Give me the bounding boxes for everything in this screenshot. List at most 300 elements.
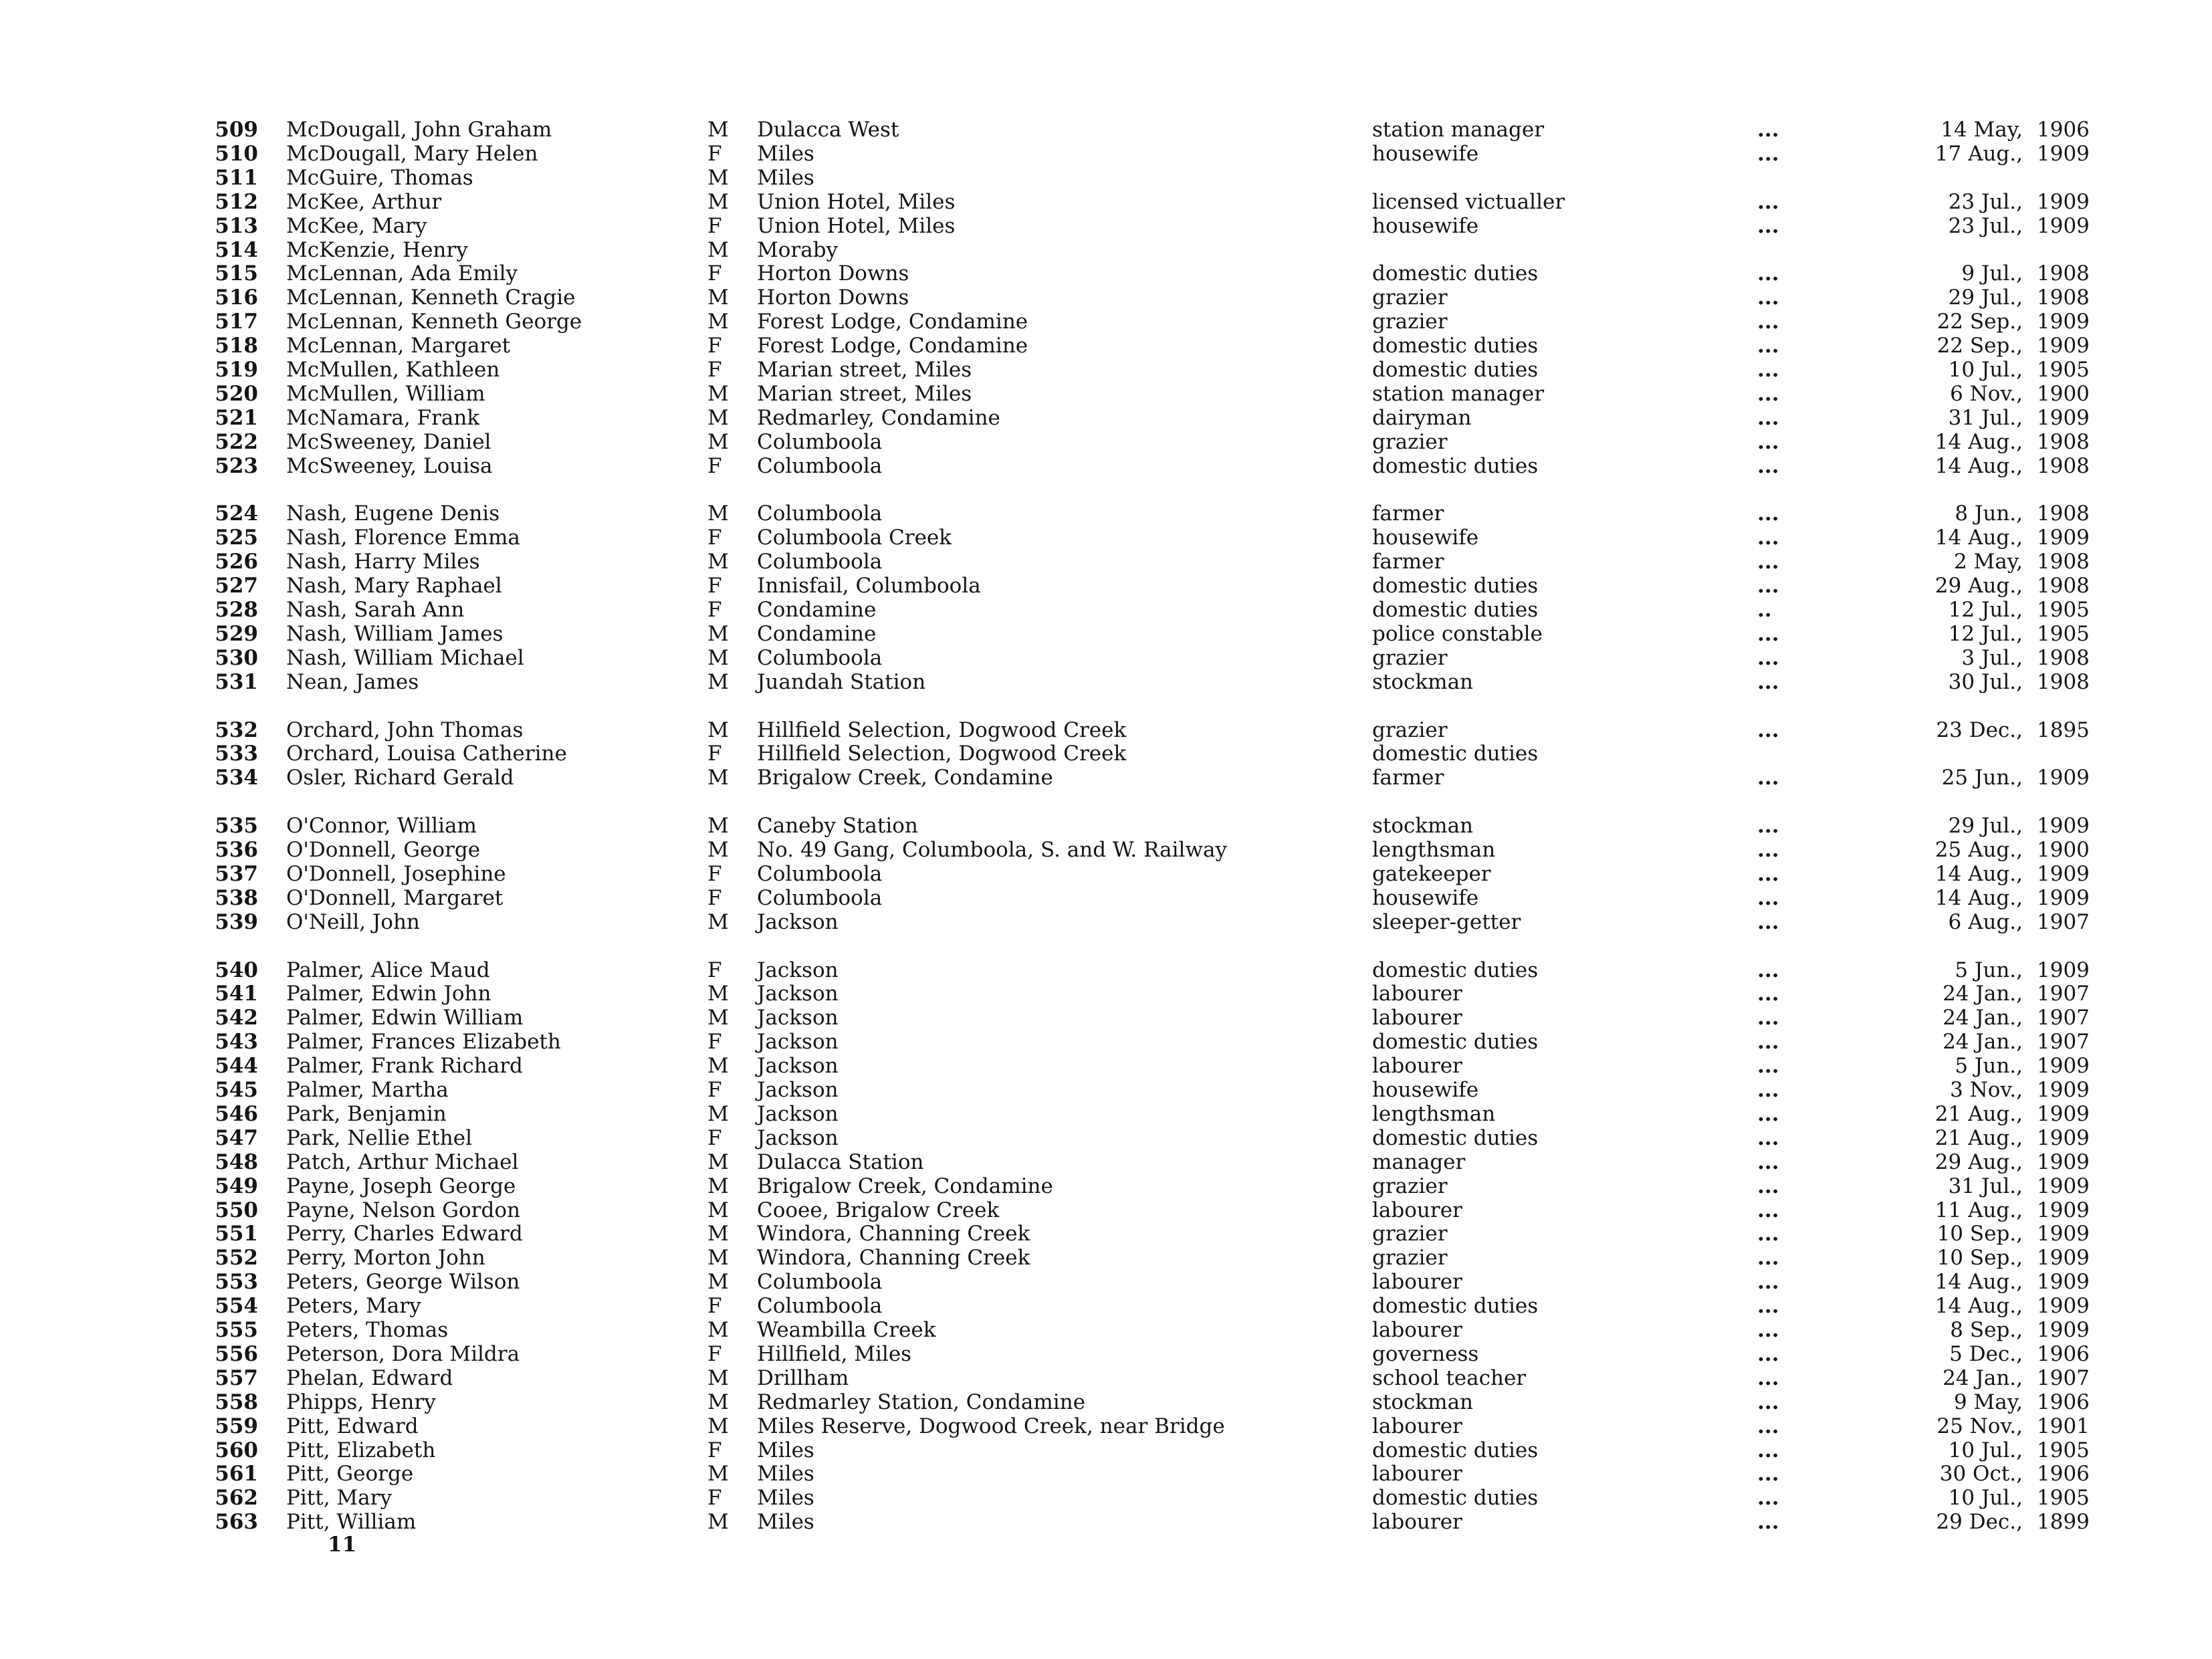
elector-name: McSweeney, Louisa <box>286 454 493 478</box>
enrolment-year: 1908 <box>2037 550 2090 574</box>
elector-number: 526 <box>215 550 258 574</box>
elector-sex: M <box>707 430 729 454</box>
elector-number: 509 <box>215 118 258 142</box>
register-row <box>0 261 2212 286</box>
leader-dots: ... <box>1757 454 1779 478</box>
elector-sex: F <box>707 1126 722 1150</box>
enrolment-year: 1909 <box>2037 142 2090 166</box>
leader-dots: ... <box>1757 1126 1779 1150</box>
elector-occupation: stockman <box>1372 670 1474 694</box>
enrolment-year: 1909 <box>2037 190 2090 214</box>
register-row <box>0 574 2212 598</box>
elector-residence: Columboola <box>757 550 883 574</box>
elector-occupation: grazier <box>1372 1246 1448 1270</box>
elector-residence: Miles <box>757 1486 814 1510</box>
elector-residence: No. 49 Gang, Columboola, S. and W. Railway <box>757 838 1227 862</box>
elector-sex: F <box>707 1486 722 1510</box>
elector-occupation: school teacher <box>1372 1366 1527 1390</box>
elector-residence: Cooee, Brigalow Creek <box>757 1198 1000 1222</box>
enrolment-year: 1909 <box>2037 1270 2090 1294</box>
elector-number: 515 <box>215 261 258 286</box>
elector-sex: M <box>707 1006 729 1030</box>
elector-number: 559 <box>215 1414 258 1438</box>
elector-occupation: dairyman <box>1372 406 1472 430</box>
elector-occupation: labourer <box>1372 1318 1462 1342</box>
elector-occupation: housewife <box>1372 214 1479 238</box>
leader-dots: ... <box>1757 1390 1779 1414</box>
elector-occupation: stockman <box>1372 814 1474 838</box>
elector-occupation: grazier <box>1372 718 1448 742</box>
elector-occupation: domestic duties <box>1372 1486 1539 1510</box>
enrolment-date: 24 Jan., <box>1943 1366 2023 1390</box>
leader-dots: ... <box>1757 766 1779 790</box>
elector-sex: M <box>707 310 729 334</box>
elector-number: 545 <box>215 1078 258 1102</box>
register-row <box>0 190 2212 214</box>
elector-number: 553 <box>215 1270 258 1294</box>
elector-residence: Miles <box>757 166 814 190</box>
elector-sex: M <box>707 1510 729 1534</box>
elector-occupation: labourer <box>1372 1006 1462 1030</box>
register-row <box>0 598 2212 622</box>
elector-number: 518 <box>215 334 258 358</box>
elector-number: 532 <box>215 718 258 742</box>
elector-occupation: labourer <box>1372 1270 1462 1294</box>
elector-occupation: housewife <box>1372 886 1479 910</box>
leader-dots: ... <box>1757 118 1779 142</box>
elector-number: 527 <box>215 574 258 598</box>
elector-residence: Windora, Channing Creek <box>757 1246 1030 1270</box>
elector-number: 554 <box>215 1294 258 1318</box>
elector-occupation: governess <box>1372 1342 1479 1366</box>
elector-residence: Horton Downs <box>757 286 909 310</box>
elector-occupation: lengthsman <box>1372 838 1496 862</box>
elector-name: Nean, James <box>286 670 419 694</box>
elector-residence: Columboola Creek <box>757 526 952 550</box>
enrolment-year: 1906 <box>2037 1390 2090 1414</box>
register-row <box>0 910 2212 934</box>
register-row <box>0 454 2212 478</box>
enrolment-year: 1908 <box>2037 502 2090 526</box>
elector-number: 511 <box>215 166 258 190</box>
enrolment-date: 5 Dec., <box>1949 1342 2023 1366</box>
elector-name: McSweeney, Daniel <box>286 430 491 454</box>
elector-number: 547 <box>215 1126 258 1150</box>
elector-residence: Moraby <box>757 238 839 262</box>
register-row <box>0 1006 2212 1030</box>
elector-name: Nash, Harry Miles <box>286 550 480 574</box>
register-row <box>0 1054 2212 1078</box>
leader-dots: ... <box>1757 1246 1779 1270</box>
register-row <box>0 718 2212 742</box>
register-row <box>0 742 2212 766</box>
elector-sex: M <box>707 838 729 862</box>
elector-occupation: housewife <box>1372 1078 1479 1102</box>
elector-name: McLennan, Kenneth George <box>286 310 582 334</box>
elector-residence: Caneby Station <box>757 814 918 838</box>
enrolment-date: 30 Oct., <box>1939 1462 2023 1486</box>
elector-name: McMullen, William <box>286 382 485 406</box>
elector-occupation: domestic duties <box>1372 1294 1539 1318</box>
enrolment-year: 1909 <box>2037 1198 2090 1222</box>
register-row <box>0 238 2212 262</box>
register-row <box>0 382 2212 406</box>
elector-sex: M <box>707 910 729 934</box>
register-row <box>0 502 2212 526</box>
elector-name: Nash, Eugene Denis <box>286 502 500 526</box>
elector-sex: M <box>707 1270 729 1294</box>
elector-number: 514 <box>215 238 258 262</box>
elector-name: Pitt, George <box>286 1462 414 1486</box>
elector-number: 561 <box>215 1462 258 1486</box>
elector-number: 530 <box>215 646 258 670</box>
elector-sex: M <box>707 166 729 190</box>
leader-dots: ... <box>1757 1150 1779 1174</box>
elector-occupation: domestic duties <box>1372 334 1539 358</box>
leader-dots: ... <box>1757 430 1779 454</box>
elector-name: Payne, Nelson Gordon <box>286 1198 520 1222</box>
elector-occupation: domestic duties <box>1372 358 1539 382</box>
enrolment-year: 1909 <box>2037 862 2090 886</box>
enrolment-year: 1909 <box>2037 406 2090 430</box>
enrolment-year: 1909 <box>2037 1054 2090 1078</box>
enrolment-date: 9 May, <box>1953 1390 2023 1414</box>
leader-dots: ... <box>1757 622 1779 646</box>
elector-residence: Columboola <box>757 430 883 454</box>
register-row <box>0 1246 2212 1270</box>
register-row <box>0 1198 2212 1222</box>
leader-dots: ... <box>1757 838 1779 862</box>
elector-sex: F <box>707 526 722 550</box>
enrolment-date: 25 Aug., <box>1934 838 2023 862</box>
elector-occupation: farmer <box>1372 550 1444 574</box>
register-row <box>0 1342 2212 1366</box>
elector-sex: F <box>707 358 722 382</box>
elector-number: 539 <box>215 910 258 934</box>
enrolment-date: 29 Jul., <box>1948 286 2023 310</box>
elector-name: Palmer, Frank Richard <box>286 1054 523 1078</box>
elector-occupation: lengthsman <box>1372 1102 1496 1126</box>
elector-number: 516 <box>215 286 258 310</box>
register-row <box>0 1414 2212 1438</box>
leader-dots: ... <box>1757 814 1779 838</box>
leader-dots: ... <box>1757 886 1779 910</box>
elector-occupation: housewife <box>1372 142 1479 166</box>
elector-residence: Juandah Station <box>757 670 926 694</box>
enrolment-date: 24 Jan., <box>1943 982 2023 1006</box>
leader-dots: ... <box>1757 982 1779 1006</box>
register-row <box>0 214 2212 238</box>
elector-sex: M <box>707 190 729 214</box>
leader-dots: ... <box>1757 550 1779 574</box>
page-number: 11 <box>328 1533 357 1557</box>
elector-number: 540 <box>215 958 258 982</box>
elector-number: 531 <box>215 670 258 694</box>
elector-name: O'Donnell, Margaret <box>286 886 504 910</box>
elector-sex: M <box>707 1222 729 1246</box>
leader-dots: ... <box>1757 1462 1779 1486</box>
enrolment-year: 1909 <box>2037 958 2090 982</box>
leader-dots: ... <box>1757 1366 1779 1390</box>
elector-residence: Union Hotel, Miles <box>757 190 956 214</box>
leader-dots: ... <box>1757 310 1779 334</box>
elector-name: O'Donnell, Josephine <box>286 862 506 886</box>
elector-name: Palmer, Alice Maud <box>286 958 490 982</box>
elector-residence: Columboola <box>757 1294 883 1318</box>
leader-dots: ... <box>1757 190 1779 214</box>
elector-sex: F <box>707 142 722 166</box>
enrolment-year: 1909 <box>2037 1246 2090 1270</box>
elector-number: 546 <box>215 1102 258 1126</box>
elector-name: Nash, William James <box>286 622 504 646</box>
enrolment-year: 1907 <box>2037 910 2090 934</box>
elector-number: 538 <box>215 886 258 910</box>
elector-number: 550 <box>215 1198 258 1222</box>
elector-name: Orchard, John Thomas <box>286 718 524 742</box>
elector-number: 560 <box>215 1438 258 1462</box>
elector-name: McLennan, Kenneth Cragie <box>286 286 576 310</box>
elector-number: 522 <box>215 430 258 454</box>
register-row <box>0 406 2212 430</box>
elector-number: 537 <box>215 862 258 886</box>
leader-dots: ... <box>1757 382 1779 406</box>
elector-residence: Jackson <box>757 1054 839 1078</box>
elector-sex: F <box>707 1342 722 1366</box>
elector-sex: F <box>707 1078 722 1102</box>
elector-name: Nash, Florence Emma <box>286 526 520 550</box>
enrolment-year: 1908 <box>2037 670 2090 694</box>
register-row <box>0 1150 2212 1174</box>
elector-occupation: farmer <box>1372 766 1444 790</box>
enrolment-date: 29 Aug., <box>1934 574 2023 598</box>
leader-dots: ... <box>1757 1294 1779 1318</box>
enrolment-year: 1907 <box>2037 982 2090 1006</box>
elector-occupation: grazier <box>1372 1222 1448 1246</box>
elector-residence: Jackson <box>757 1126 839 1150</box>
enrolment-date: 22 Sep., <box>1937 310 2023 334</box>
enrolment-date: 14 Aug., <box>1934 526 2023 550</box>
enrolment-date: 5 Jun., <box>1955 1054 2023 1078</box>
register-row <box>0 862 2212 886</box>
elector-sex: M <box>707 1414 729 1438</box>
leader-dots: ... <box>1757 406 1779 430</box>
elector-residence: Condamine <box>757 598 877 622</box>
elector-name: McLennan, Ada Emily <box>286 261 518 286</box>
elector-sex: M <box>707 670 729 694</box>
enrolment-date: 21 Aug., <box>1934 1126 2023 1150</box>
enrolment-year: 1909 <box>2037 1318 2090 1342</box>
elector-name: McKee, Arthur <box>286 190 442 214</box>
enrolment-year: 1895 <box>2037 718 2090 742</box>
elector-sex: M <box>707 1102 729 1126</box>
elector-number: 529 <box>215 622 258 646</box>
register-row <box>0 814 2212 838</box>
enrolment-date: 8 Jun., <box>1955 502 2023 526</box>
elector-residence: Innisfail, Columboola <box>757 574 981 598</box>
elector-number: 562 <box>215 1486 258 1510</box>
elector-residence: Redmarley, Condamine <box>757 406 1000 430</box>
elector-number: 528 <box>215 598 258 622</box>
register-row <box>0 1438 2212 1462</box>
elector-residence: Jackson <box>757 982 839 1006</box>
elector-name: Perry, Charles Edward <box>286 1222 523 1246</box>
leader-dots: ... <box>1757 1438 1779 1462</box>
elector-residence: Dulacca West <box>757 118 899 142</box>
elector-name: O'Connor, William <box>286 814 477 838</box>
elector-sex: M <box>707 1246 729 1270</box>
register-row <box>0 886 2212 910</box>
elector-occupation: housewife <box>1372 526 1479 550</box>
elector-name: Payne, Joseph George <box>286 1174 516 1198</box>
enrolment-year: 1906 <box>2037 1342 2090 1366</box>
elector-sex: M <box>707 1390 729 1414</box>
elector-sex: F <box>707 454 722 478</box>
leader-dots: ... <box>1757 1270 1779 1294</box>
elector-sex: F <box>707 958 722 982</box>
elector-sex: M <box>707 646 729 670</box>
elector-residence: Columboola <box>757 862 883 886</box>
enrolment-date: 23 Dec., <box>1936 718 2023 742</box>
elector-name: McGuire, Thomas <box>286 166 473 190</box>
enrolment-date: 5 Jun., <box>1955 958 2023 982</box>
elector-sex: M <box>707 406 729 430</box>
elector-residence: Drillham <box>757 1366 849 1390</box>
elector-name: Phelan, Edward <box>286 1366 453 1390</box>
elector-residence: Union Hotel, Miles <box>757 214 956 238</box>
elector-occupation: police constable <box>1372 622 1543 646</box>
elector-sex: F <box>707 574 722 598</box>
leader-dots: ... <box>1757 526 1779 550</box>
elector-sex: M <box>707 550 729 574</box>
elector-residence: Marian street, Miles <box>757 358 972 382</box>
elector-occupation: domestic duties <box>1372 454 1539 478</box>
enrolment-date: 23 Jul., <box>1948 190 2023 214</box>
elector-name: Orchard, Louisa Catherine <box>286 742 567 766</box>
register-row <box>0 550 2212 574</box>
enrolment-date: 3 Nov., <box>1950 1078 2023 1102</box>
enrolment-year: 1900 <box>2037 838 2090 862</box>
elector-number: 520 <box>215 382 258 406</box>
elector-residence: Miles <box>757 1510 814 1534</box>
register-row <box>0 1078 2212 1102</box>
leader-dots: ... <box>1757 1318 1779 1342</box>
elector-sex: M <box>707 982 729 1006</box>
enrolment-date: 14 Aug., <box>1934 1294 2023 1318</box>
leader-dots: ... <box>1757 286 1779 310</box>
elector-number: 535 <box>215 814 258 838</box>
elector-residence: Windora, Channing Creek <box>757 1222 1030 1246</box>
register-row <box>0 1174 2212 1198</box>
register-row <box>0 1222 2212 1246</box>
elector-sex: F <box>707 598 722 622</box>
leader-dots: ... <box>1757 1054 1779 1078</box>
leader-dots: ... <box>1757 142 1779 166</box>
elector-residence: Dulacca Station <box>757 1150 924 1174</box>
elector-number: 536 <box>215 838 258 862</box>
elector-residence: Redmarley Station, Condamine <box>757 1390 1086 1414</box>
elector-occupation: labourer <box>1372 1510 1462 1534</box>
elector-sex: F <box>707 334 722 358</box>
elector-occupation: sleeper-getter <box>1372 910 1521 934</box>
elector-sex: M <box>707 814 729 838</box>
leader-dots: ... <box>1757 334 1779 358</box>
elector-occupation: station manager <box>1372 382 1545 406</box>
elector-name: Peters, Mary <box>286 1294 421 1318</box>
elector-number: 534 <box>215 766 258 790</box>
elector-name: Palmer, Frances Elizabeth <box>286 1030 561 1054</box>
register-row <box>0 334 2212 358</box>
elector-occupation: manager <box>1372 1150 1466 1174</box>
enrolment-year: 1909 <box>2037 1078 2090 1102</box>
elector-sex: M <box>707 622 729 646</box>
enrolment-year: 1909 <box>2037 526 2090 550</box>
elector-number: 524 <box>215 502 258 526</box>
elector-number: 563 <box>215 1510 258 1534</box>
elector-occupation: grazier <box>1372 430 1448 454</box>
enrolment-year: 1908 <box>2037 574 2090 598</box>
leader-dots: ... <box>1757 502 1779 526</box>
elector-number: 519 <box>215 358 258 382</box>
leader-dots: ... <box>1757 1174 1779 1198</box>
leader-dots: ... <box>1757 1414 1779 1438</box>
elector-name: O'Neill, John <box>286 910 420 934</box>
enrolment-year: 1909 <box>2037 1174 2090 1198</box>
enrolment-date: 10 Jul., <box>1948 1438 2023 1462</box>
elector-residence: Weambilla Creek <box>757 1318 936 1342</box>
elector-residence: Miles <box>757 1462 814 1486</box>
leader-dots: ... <box>1757 358 1779 382</box>
enrolment-year: 1905 <box>2037 1486 2090 1510</box>
leader-dots: ... <box>1757 214 1779 238</box>
elector-occupation: gatekeeper <box>1372 862 1491 886</box>
elector-sex: F <box>707 862 722 886</box>
enrolment-date: 29 Jul., <box>1948 814 2023 838</box>
leader-dots: .. <box>1757 598 1772 622</box>
elector-number: 552 <box>215 1246 258 1270</box>
elector-name: Palmer, Martha <box>286 1078 449 1102</box>
enrolment-date: 14 Aug., <box>1934 886 2023 910</box>
elector-sex: F <box>707 261 722 286</box>
elector-occupation: domestic duties <box>1372 1438 1539 1462</box>
register-row <box>0 1462 2212 1486</box>
elector-sex: M <box>707 502 729 526</box>
elector-sex: F <box>707 1294 722 1318</box>
leader-dots: ... <box>1757 574 1779 598</box>
elector-residence: Brigalow Creek, Condamine <box>757 766 1053 790</box>
elector-residence: Brigalow Creek, Condamine <box>757 1174 1053 1198</box>
leader-dots: ... <box>1757 1102 1779 1126</box>
enrolment-year: 1908 <box>2037 454 2090 478</box>
elector-number: 512 <box>215 190 258 214</box>
elector-sex: F <box>707 1030 722 1054</box>
leader-dots: ... <box>1757 1486 1779 1510</box>
elector-number: 543 <box>215 1030 258 1054</box>
enrolment-date: 10 Jul., <box>1948 1486 2023 1510</box>
elector-name: Nash, William Michael <box>286 646 524 670</box>
elector-occupation: labourer <box>1372 982 1462 1006</box>
elector-name: Pitt, Elizabeth <box>286 1438 436 1462</box>
register-row <box>0 958 2212 982</box>
elector-residence: Columboola <box>757 1270 883 1294</box>
elector-number: 523 <box>215 454 258 478</box>
elector-residence: Miles <box>757 1438 814 1462</box>
elector-sex: M <box>707 286 729 310</box>
elector-sex: F <box>707 214 722 238</box>
enrolment-date: 6 Nov., <box>1950 382 2023 406</box>
enrolment-year: 1909 <box>2037 766 2090 790</box>
elector-occupation: labourer <box>1372 1054 1462 1078</box>
leader-dots: ... <box>1757 1222 1779 1246</box>
